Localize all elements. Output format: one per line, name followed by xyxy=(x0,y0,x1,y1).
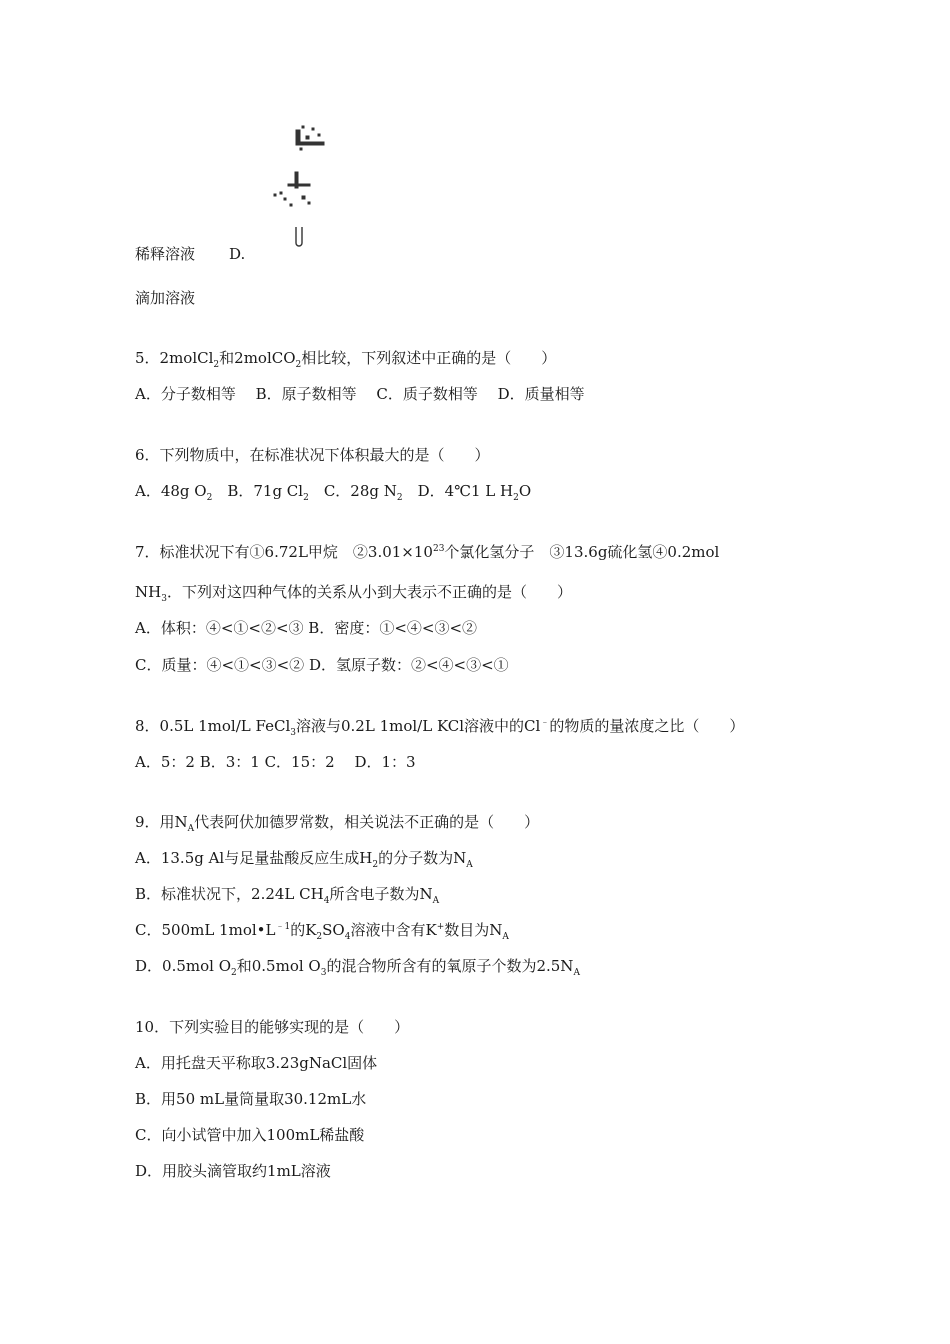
q5-text-b: 和2molCO xyxy=(219,349,296,367)
q9-c-sub-1: 2 xyxy=(316,932,323,942)
q5-text-c: 相比较，下列叙述中正确的是（ ） xyxy=(301,349,557,367)
question-5-stem xyxy=(135,348,556,368)
question-7-options-ab xyxy=(135,618,477,638)
q9-c-text-3: SO xyxy=(322,921,345,939)
q7-sup: 23 xyxy=(432,544,445,554)
q6-stem-text: 6．下列物质中，在标准状况下体积最大的是（ ） xyxy=(135,446,490,464)
question-7-options-cd xyxy=(135,655,509,675)
question-10-option-b xyxy=(135,1089,366,1109)
question-10-option-a xyxy=(135,1053,377,1073)
q9-text-b: 代表阿伏加德罗常数，相关说法不正确的是（ ） xyxy=(194,813,540,831)
question-7-stem-2 xyxy=(135,582,572,602)
q9-c-sub-2: 4 xyxy=(344,932,351,942)
q8-text-c: 的物质的量浓度之比（ ） xyxy=(549,717,745,735)
q10-c-text: C．向小试管中加入100mL稀盐酸 xyxy=(135,1126,365,1144)
question-10-option-d xyxy=(135,1161,331,1181)
question-7-stem xyxy=(135,542,719,562)
question-6-stem xyxy=(135,445,490,465)
option-d-label: D. xyxy=(229,245,246,263)
q7-text-d: ．下列对这四种气体的关系从小到大表示不正确的是（ ） xyxy=(166,583,572,601)
q8-text-b: 溶液与0.2L 1mol/L KCl溶液中的Cl xyxy=(295,717,541,735)
q5-text-a: 5．2molCl xyxy=(135,349,214,367)
q5-sub-a: 2 xyxy=(213,360,220,370)
q9-c-text-5: 数目为N xyxy=(444,921,503,939)
q8-sub: 3 xyxy=(290,728,296,738)
question-9-option-b xyxy=(135,884,439,904)
q9-c-text-2: 的K xyxy=(290,921,317,939)
q9-b-sub-2: A xyxy=(432,896,440,906)
q7-text-a: 7．标准状况下有①6.72L甲烷 ②3.01×10 xyxy=(135,543,433,561)
q9-a-text-2: 的分子数为N xyxy=(378,849,467,867)
q9-a-text-1: A．13.5g Al与足量盐酸反应生成H xyxy=(135,849,373,867)
q9-sub: A xyxy=(187,824,195,834)
q9-text-a: 9．用N xyxy=(135,813,188,831)
question-9-option-d xyxy=(135,956,580,976)
question-8-options xyxy=(135,752,416,772)
q9-d-sub-1: 2 xyxy=(231,968,237,978)
q9-a-sub-1: 2 xyxy=(372,860,379,870)
q9-c-sup-2: + xyxy=(436,922,445,932)
q6-sub-a: 2 xyxy=(206,493,213,503)
q10-stem-text: 10．下列实验目的能够实现的是（ ） xyxy=(135,1018,410,1036)
text-line-drip xyxy=(135,288,195,308)
question-9-stem xyxy=(135,812,539,832)
q9-d-text-3: 的混合物所含有的氧原子个数为2.5N xyxy=(326,957,574,975)
q9-c-text-1: C．500mL 1mol•L xyxy=(135,921,276,939)
question-10-option-c xyxy=(135,1125,364,1145)
q7-options-cd-text: C．质量：④<①<③<② D．氢原子数：②<④<③<① xyxy=(135,656,509,674)
q7-options-ab-text: A．体积：④<①<②<③ B．密度：①<④<③<② xyxy=(135,619,478,637)
q8-sup: ﹣ xyxy=(540,718,550,728)
dropper-apparatus-image xyxy=(262,122,332,252)
q9-b-sub-1: 4 xyxy=(323,896,330,906)
question-10-stem xyxy=(135,1017,409,1037)
question-8-stem xyxy=(135,716,744,736)
label-drip-solution: 滴加溶液 xyxy=(135,289,196,307)
q6-option-c: C．28g N xyxy=(308,482,397,500)
q9-d-text-2: 和0.5mol O xyxy=(236,957,321,975)
q7-sub: 3 xyxy=(161,594,167,604)
q6-sub-b: 2 xyxy=(303,493,309,503)
q7-text-b: 个氯化氢分子 ③13.6g硫化氢④0.2mol xyxy=(444,543,720,561)
q6-option-b: B．71g Cl xyxy=(212,482,304,500)
q10-a-text: A．用托盘天平称取3.23gNaCl固体 xyxy=(135,1054,378,1072)
q9-b-text-2: 所含电子数为N xyxy=(329,885,433,903)
text-line-dilute xyxy=(135,244,245,264)
q6-option-d-tail: O xyxy=(518,482,532,500)
q6-option-d: D．4℃1 L H xyxy=(402,482,514,500)
q10-d-text: D．用胶头滴管取约1mL溶液 xyxy=(135,1162,331,1180)
q9-c-sup-1: ﹣1 xyxy=(275,922,291,932)
q9-c-sub-3: A xyxy=(502,932,509,942)
q9-a-sub-2: A xyxy=(466,860,473,870)
q6-sub-d: 2 xyxy=(513,493,519,503)
question-9-option-c xyxy=(135,920,509,940)
q7-text-c: NH xyxy=(135,583,162,601)
question-6-options xyxy=(135,481,531,501)
q9-d-sub-2: 3 xyxy=(320,968,327,978)
q8-options-text: A．5：2 B．3：1 C．15：2 D．1：3 xyxy=(135,753,416,771)
q10-b-text: B．用50 mL量筒量取30.12mL水 xyxy=(135,1090,367,1108)
q9-c-text-4: 溶液中含有K xyxy=(350,921,437,939)
label-dilute-solution: 稀释溶液 xyxy=(135,245,196,263)
question-9-option-a xyxy=(135,848,473,868)
q9-d-text-1: D．0.5mol O xyxy=(135,957,231,975)
question-5-options xyxy=(135,384,585,404)
q5-sub-b: 2 xyxy=(295,360,302,370)
q8-text-a: 8．0.5L 1mol/L FeCl xyxy=(135,717,291,735)
q6-sub-c: 2 xyxy=(396,493,403,503)
q9-b-text-1: B．标准状况下，2.24L CH xyxy=(135,885,324,903)
q6-option-a: A．48g O xyxy=(135,482,207,500)
q9-d-sub-3: A xyxy=(573,968,580,978)
q5-options-text: A．分子数相等 B．原子数相等 C．质子数相等 D．质量相等 xyxy=(135,385,585,403)
